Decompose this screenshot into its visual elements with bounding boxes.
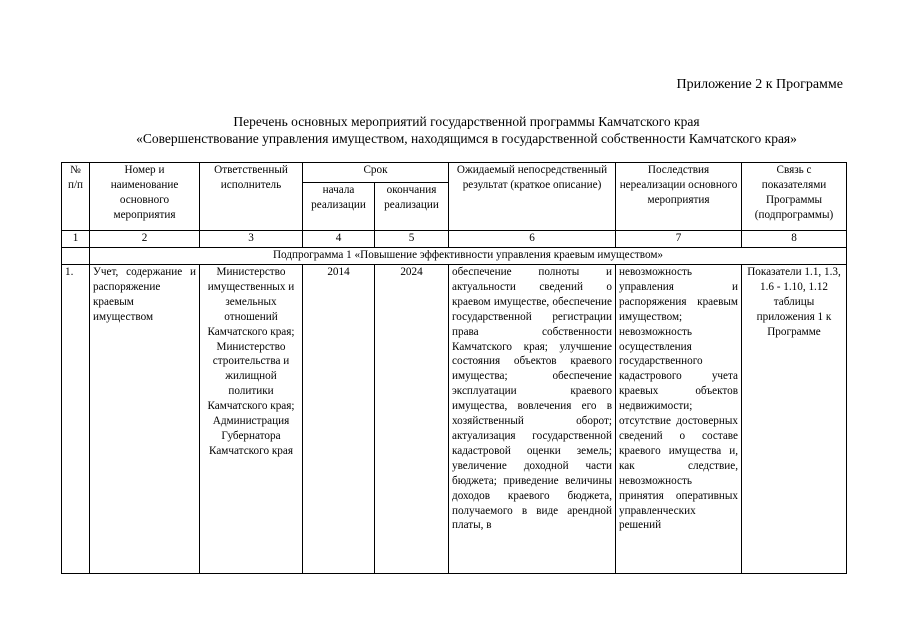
row-consequences-text: невозможность управления и распоряжения краевым имуществом; невозможность осуществления государственного кадастрового учета краевых объектов недвижимости; отсутствие достоверных сведений о составе краевого имущества и, как следствие, невозможность принятия оперативных управленческих решений [619,266,738,532]
subprogram-row [62,248,847,265]
column-number: 4 [303,231,375,248]
activities-table [61,162,847,574]
header-consequences: Последствия нереализации основного мероприятия [616,163,742,231]
header-start: начала реализации [303,183,375,231]
header-result: Ожидаемый непосредственный результат (краткое описание) [449,163,616,231]
header-row [62,163,847,183]
header-name: Номер и наименование основного мероприятия [90,163,200,231]
title-line-2: «Совершенствование управления имуществом, находящимся в государственной собственности Камчатского края» [136,131,797,146]
row-num [62,265,90,574]
column-number: 2 [90,231,200,248]
row-name [90,265,200,574]
row-executor [200,265,303,574]
row-result-text: обеспечение полноты и актуальности сведений о краевом имуществе, обеспечение государственной регистрации права собственности Камчатского края; улучшение состояния объектов краевого имущества; обеспечение эксплуатации краевого имущества, вовлечения его в хозяйственный оборот; актуализация государственной кадастровой оценки земель; увеличение доходной части бюджета; приведение величины доходов краевого бюджета, получаемого в виде арендной платы, в [452,266,612,532]
header-term: Срок [303,163,449,183]
header-num: № п/п [62,163,90,231]
column-number: 6 [449,231,616,248]
header-executor: Ответственный исполнитель [200,163,303,231]
document-title [40,113,893,147]
column-number: 5 [375,231,449,248]
row-link [742,265,847,574]
row-end [375,265,449,574]
column-number: 1 [62,231,90,248]
row-name-text: Учет, содержание и распоряжение краевым имуществом [93,266,196,323]
column-numbers-row [62,231,847,248]
column-number: 7 [616,231,742,248]
header-end: окончания реализации [375,183,449,231]
row-consequences [616,265,742,574]
appendix-label: Приложение 2 к Программе [676,77,843,92]
row-start-text: 2014 [327,266,350,278]
table-row [62,265,847,574]
subprogram-num-cell [62,248,90,265]
row-end-text: 2024 [400,266,423,278]
subprogram-title: Подпрограмма 1 «Повышение эффективности управления краевым имуществом» [90,248,847,265]
row-executor-text: Министерство имущественных и земельных отношений Камчатского края; Министерство строительства и жилищной политики Камчатского края; Администрация Губернатора Камчатского края [207,266,295,457]
row-result [449,265,616,574]
column-number: 3 [200,231,303,248]
header-link: Связь с показателями Программы (подпрограммы) [742,163,847,231]
row-start [303,265,375,574]
column-number: 8 [742,231,847,248]
title-line-1: Перечень основных мероприятий государственной программы Камчатского края [233,114,700,129]
row-num-text: 1. [65,266,74,278]
row-link-text: Показатели 1.1, 1.3, 1.6 - 1.10, 1.12 таблицы приложения 1 к Программе [747,266,841,338]
